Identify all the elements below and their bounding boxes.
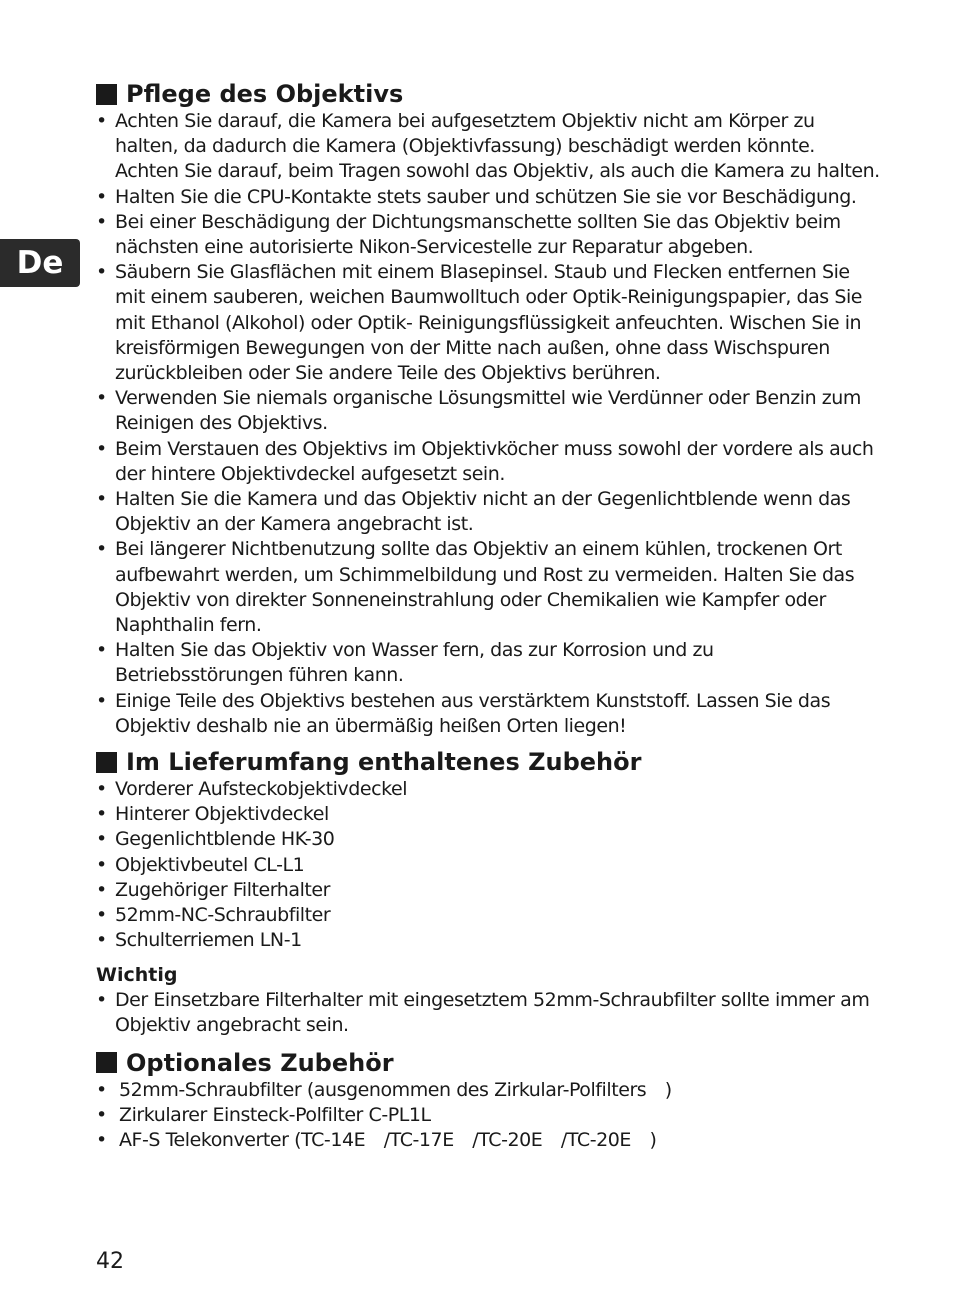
square-bullet-icon	[96, 84, 117, 105]
list-item: • Gegenlichtblende HK-30	[96, 827, 881, 852]
list-item: • Bei längerer Nichtbenutzung sollte das Objektiv an einem kühlen, trockenen Ort aufbewahrt werden, um Schimmelbildung und Rost zu vermeiden. Halten Sie das Objektiv von direkter Sonneneinstrahlung oder Chemikalien wie Kampfer oder Naphthalin fern.	[96, 537, 881, 638]
care-list	[96, 109, 881, 739]
list-item: • Halten Sie das Objektiv von Wasser fern, das zur Korrosion und zu Betriebsstörungen führen kann.	[96, 638, 881, 688]
list-item: • 52mm-Schraubfilter (ausgenommen des Zirkular-Polfilters )	[96, 1078, 881, 1103]
note-list	[96, 988, 881, 1038]
optional-list	[96, 1078, 881, 1154]
list-item: • Hinterer Objektivdeckel	[96, 802, 881, 827]
list-item: • Säubern Sie Glasflächen mit einem Blasepinsel. Staub und Flecken entfernen Sie mit einem sauberen, weichen Baumwolltuch oder Optik-Reinigungspapier, das Sie mit Ethanol (Alkohol) oder Optik- Reinigungsflüssigkeit anfeuchten. Wischen Sie in kreisförmigen Bewegungen von der Mitte nach außen, ohne dass Wischspuren zurückbleiben oder Sie andere Teile des Objektivs berühren.	[96, 260, 881, 386]
list-item: • Zugehöriger Filterhalter	[96, 878, 881, 903]
list-item: • Einige Teile des Objektivs bestehen aus verstärktem Kunststoff. Lassen Sie das Objektiv deshalb nie an übermäßig heißen Orten liegen!	[96, 689, 881, 739]
list-item: • Bei einer Beschädigung der Dichtungsmanschette sollten Sie das Objektiv beim nächsten eine autorisierte Nikon-Servicestelle zur Reparatur abgeben.	[96, 210, 881, 260]
section-heading-care	[96, 79, 881, 109]
list-item: • Schulterriemen LN-1	[96, 928, 881, 953]
list-item: • Beim Verstauen des Objektivs im Objektivköcher muss sowohl der vordere als auch der hintere Objektivdeckel aufgesetzt sein.	[96, 437, 881, 487]
square-bullet-icon	[96, 1052, 117, 1073]
square-bullet-icon	[96, 752, 117, 773]
section-heading-optional	[96, 1048, 881, 1078]
list-item: • Halten Sie die Kamera und das Objektiv nicht an der Gegenlichtblende wenn das Objektiv an der Kamera angebracht ist.	[96, 487, 881, 537]
section-title: Im Lieferumfang enthaltenes Zubehör	[126, 748, 642, 777]
list-item: • Achten Sie darauf, die Kamera bei aufgesetztem Objektiv nicht am Körper zu halten, da dadurch die Kamera (Objektivfassung) beschädigt werden könnte. Achten Sie darauf, beim Tragen sowohl das Objektiv, als auch die Kamera zu halten.	[96, 109, 881, 185]
list-item: • Vorderer Aufsteckobjektivdeckel	[96, 777, 881, 802]
list-item: • Der Einsetzbare Filterhalter mit eingesetztem 52mm-Schraubfilter sollte immer am Objektiv angebracht sein.	[96, 988, 881, 1038]
page-number: 42	[96, 1249, 124, 1274]
included-list	[96, 777, 881, 953]
page-content	[96, 79, 881, 1154]
list-item: • 52mm-NC-Schraubfilter	[96, 903, 881, 928]
list-item: • Verwenden Sie niemals organische Lösungsmittel wie Verdünner oder Benzin zum Reinigen des Objektivs.	[96, 386, 881, 436]
note-title: Wichtig	[96, 963, 178, 986]
list-item: • Objektivbeutel CL-L1	[96, 853, 881, 878]
language-tab: De	[0, 239, 80, 287]
list-item: • Halten Sie die CPU-Kontakte stets sauber und schützen Sie sie vor Beschädigung.	[96, 185, 881, 210]
section-title: Pflege des Objektivs	[126, 80, 404, 108]
list-item: • Zirkularer Einsteck-Polfilter C-PL1L	[96, 1103, 881, 1128]
list-item: • AF-S Telekonverter (TC-14E /TC-17E /TC-20E /TC-20E )	[96, 1128, 881, 1153]
section-title: Optionales Zubehör	[126, 1048, 394, 1077]
section-heading-included	[96, 747, 881, 777]
